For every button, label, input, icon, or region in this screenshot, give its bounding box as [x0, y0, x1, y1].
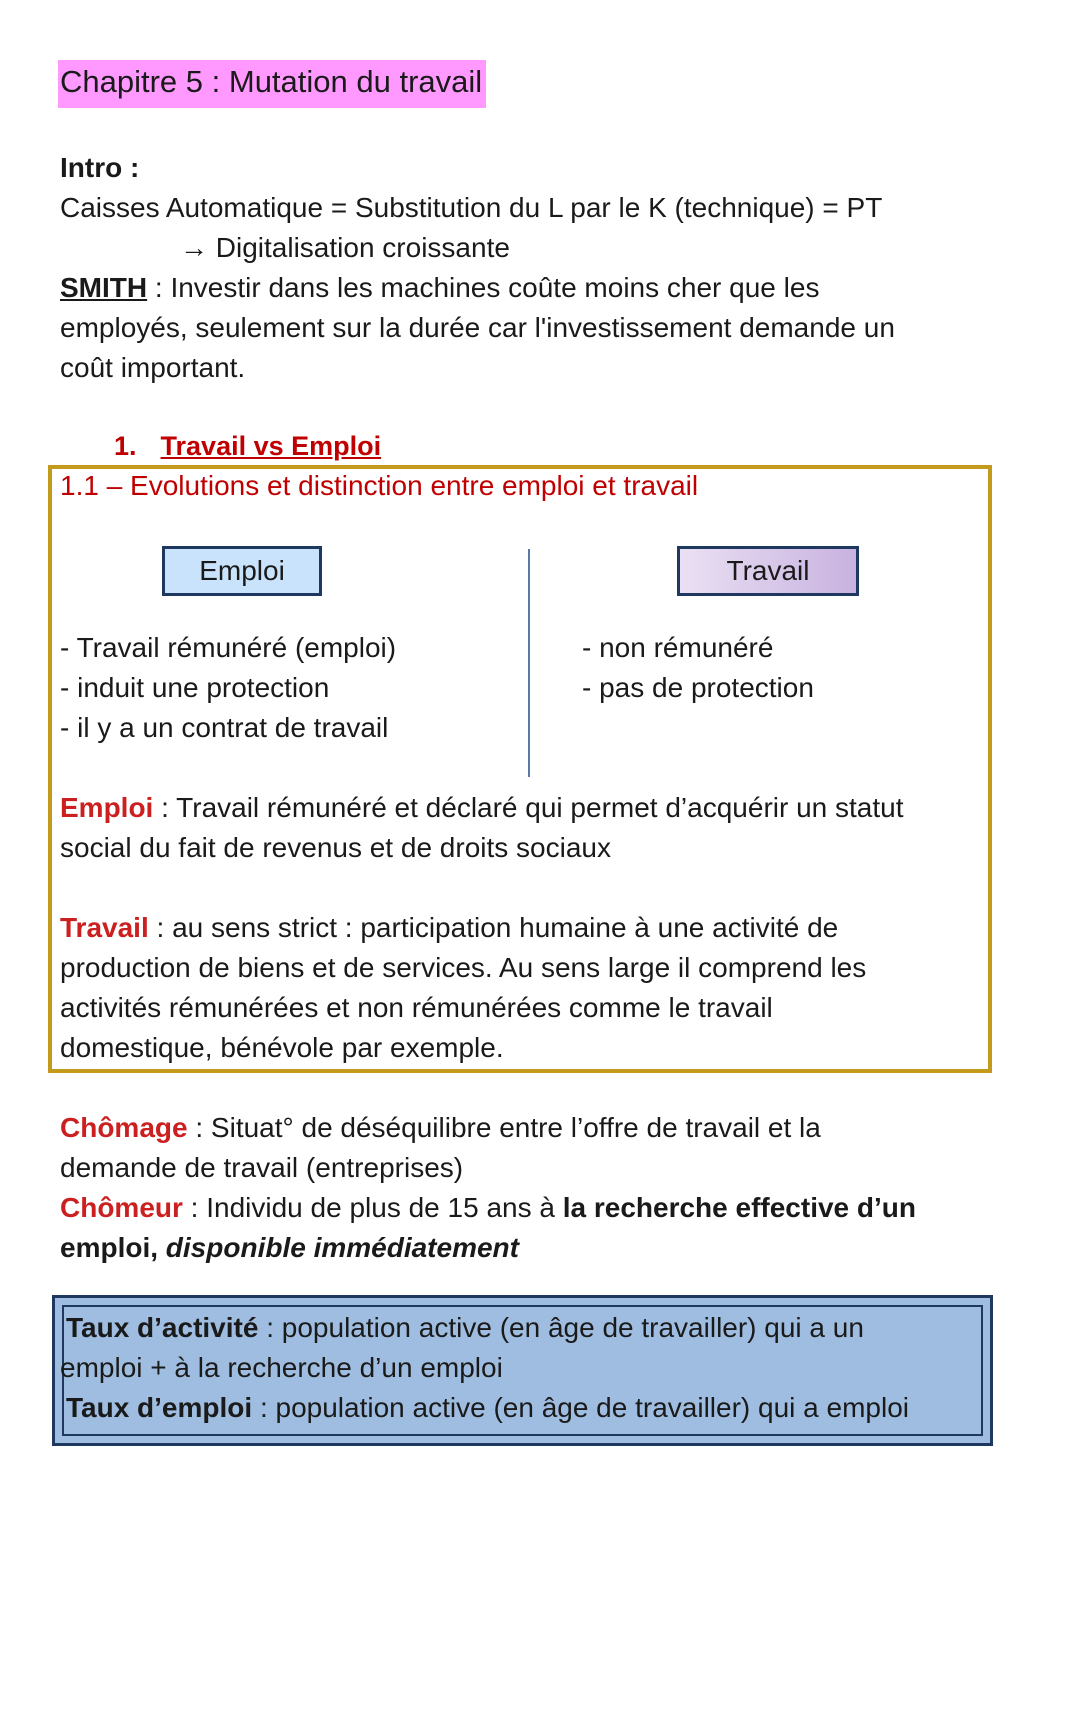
chomeur-line-1: [60, 1188, 916, 1228]
def-emploi-term: Emploi: [60, 792, 154, 823]
emploi-item: - Travail rémunéré (emploi): [60, 632, 397, 663]
def-travail-term: Travail: [60, 912, 149, 943]
intro-heading: Intro :: [60, 152, 140, 183]
def-travail-line-3: activités rémunérées et non rémunérées comme le travail: [60, 992, 773, 1023]
travail-item: - non rémunéré: [582, 632, 774, 663]
smith-text: : Investir dans les machines coûte moins cher que les: [147, 272, 820, 303]
column-divider: [528, 549, 530, 777]
travail-item: - pas de protection: [582, 672, 814, 703]
def-emploi-text: : Travail rémunéré et déclaré qui permet d’acquérir un statut: [153, 792, 904, 823]
chomeur-bolditalic-text: disponible immédiatement: [165, 1232, 519, 1263]
chomage-text: : Situat° de déséquilibre entre l’offre de travail et la: [187, 1112, 821, 1143]
taux-activite-line-1: [66, 1308, 864, 1348]
smith-line-1: [60, 268, 819, 308]
smith-line-2: employés, seulement sur la durée car l'investissement demande un: [60, 312, 895, 343]
section-heading: [114, 426, 381, 466]
chomeur-bold-text-2: emploi,: [60, 1232, 166, 1263]
taux-activite-term: Taux d’activité: [66, 1312, 259, 1343]
chomage-term: Chômage: [60, 1112, 188, 1143]
smith-name: SMITH: [60, 272, 148, 303]
chomeur-term: Chômeur: [60, 1192, 183, 1223]
chomeur-text: : Individu de plus de 15 ans à: [182, 1192, 563, 1223]
section-number: 1.: [114, 431, 137, 461]
def-travail-text: : au sens strict : participation humaine à une activité de: [148, 912, 839, 943]
taux-emploi-term: Taux d’emploi: [66, 1392, 253, 1423]
emploi-item: - induit une protection: [60, 672, 330, 703]
taux-emploi-line: [66, 1388, 909, 1428]
taux-activite-line-2: emploi + à la recherche d’un emploi: [60, 1352, 503, 1383]
chomage-line-2: demande de travail (entreprises): [60, 1152, 464, 1183]
taux-activite-text: : population active (en âge de travailler) qui a un: [258, 1312, 864, 1343]
subsection-title: 1.1 – Evolutions et distinction entre emploi et travail: [60, 470, 699, 501]
def-emploi-line-1: [60, 788, 904, 828]
chomeur-line-2: [60, 1228, 519, 1268]
def-emploi-line-2: social du fait de revenus et de droits sociaux: [60, 832, 611, 863]
section-title: Travail vs Emploi: [160, 431, 382, 461]
taux-emploi-text: : population active (en âge de travailler) qui a emploi: [252, 1392, 909, 1423]
intro-line: Caisses Automatique = Substitution du L par le K (technique) = PT: [60, 192, 883, 223]
smith-line-3: coût important.: [60, 352, 246, 383]
def-travail-line-4: domestique, bénévole par exemple.: [60, 1032, 504, 1063]
chomeur-bold-text: la recherche effective d’un: [562, 1192, 916, 1223]
chomage-line-1: [60, 1108, 821, 1148]
emploi-label-box: Emploi: [162, 546, 322, 596]
travail-label-box: Travail: [677, 546, 859, 596]
def-travail-line-2: production de biens et de services. Au sens large il comprend les: [60, 952, 867, 983]
emploi-item: - il y a un contrat de travail: [60, 712, 389, 743]
def-travail-line-1: [60, 908, 838, 948]
page-title: Chapitre 5 : Mutation du travail: [58, 60, 486, 108]
intro-arrow-line: → Digitalisation croissante: [180, 232, 510, 263]
